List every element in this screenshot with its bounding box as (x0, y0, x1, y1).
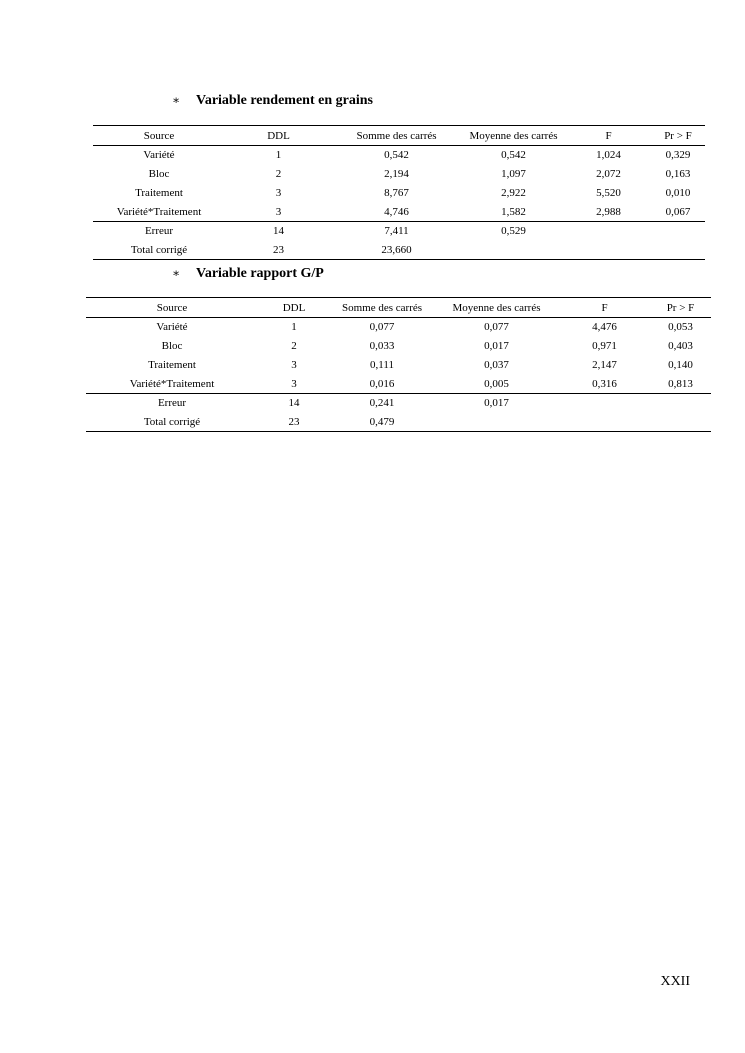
table-row (93, 222, 705, 241)
table-row (86, 394, 711, 413)
cell-somme: 2,194 (384, 168, 409, 180)
cell-moyenne: 0,017 (484, 340, 509, 352)
cell-pr: 0,813 (668, 377, 693, 390)
cell-source: Traitement (135, 187, 183, 199)
cell-pr: 0,163 (665, 168, 691, 180)
cell-ddl: 2 (275, 168, 282, 180)
cell-f: 0,316 (592, 377, 617, 390)
table-header-row (93, 126, 705, 146)
header-source: Source (86, 298, 258, 318)
cell-source: Bloc (161, 340, 183, 352)
cell-pr: 0,010 (665, 187, 691, 199)
cell-moyenne (461, 241, 566, 260)
cell-ddl: 14 (225, 222, 332, 241)
table-header-row (86, 298, 711, 318)
cell-f: 2,072 (596, 168, 621, 180)
cell-source: Erreur (86, 394, 258, 413)
cell-source: Traitement (148, 359, 196, 371)
cell-ddl: 3 (275, 187, 282, 199)
bullet-icon: ∗ (172, 266, 181, 280)
cell-ddl: 23 (258, 413, 330, 432)
cell-source: Erreur (93, 222, 225, 241)
cell-f (559, 394, 650, 413)
cell-somme: 0,542 (384, 149, 409, 162)
section-title-text: Variable rapport G/P (196, 266, 324, 281)
header-pr-f: Pr > F (650, 298, 711, 318)
anova-table-rendement (93, 125, 705, 260)
cell-moyenne (434, 413, 559, 432)
cell-pr: 0,067 (665, 205, 691, 218)
cell-f: 4,476 (592, 321, 617, 334)
cell-f: 0,971 (592, 340, 617, 352)
bullet-icon: ∗ (172, 93, 181, 107)
cell-f: 5,520 (596, 187, 621, 199)
cell-pr (650, 394, 711, 413)
cell-moyenne: 1,582 (501, 205, 526, 218)
table-row (93, 241, 705, 260)
section-title-text: Variable rendement en grains (196, 93, 373, 108)
cell-somme: 7,411 (332, 222, 461, 241)
anova-table-rapport (86, 297, 711, 432)
cell-f: 2,147 (592, 359, 617, 371)
cell-source: Variété*Traitement (116, 205, 202, 218)
cell-moyenne: 0,017 (434, 394, 559, 413)
cell-ddl: 3 (291, 359, 297, 371)
cell-ddl: 3 (275, 205, 282, 218)
cell-pr: 0,140 (668, 359, 693, 371)
cell-f: 2,988 (596, 205, 621, 218)
cell-somme: 23,660 (332, 241, 461, 260)
cell-ddl: 3 (291, 377, 297, 390)
section-title-rapport (172, 266, 324, 282)
cell-pr (651, 241, 705, 260)
header-pr-f: Pr > F (651, 126, 705, 146)
table-row (86, 375, 711, 394)
header-moyenne-carres: Moyenne des carrés (461, 126, 566, 146)
table-row (93, 184, 705, 203)
cell-somme: 0,016 (369, 377, 395, 390)
table-row (93, 203, 705, 222)
cell-somme: 0,241 (330, 394, 434, 413)
cell-source: Total corrigé (86, 413, 258, 432)
cell-pr: 0,329 (665, 149, 691, 162)
header-f: F (566, 126, 651, 146)
header-source: Source (93, 126, 225, 146)
cell-ddl: 1 (275, 149, 282, 162)
cell-ddl: 23 (225, 241, 332, 260)
table-row (86, 318, 711, 337)
table-row (86, 356, 711, 375)
cell-ddl: 1 (291, 321, 297, 334)
cell-moyenne: 0,077 (484, 321, 509, 334)
cell-ddl: 2 (291, 340, 297, 352)
cell-f (566, 222, 651, 241)
cell-somme: 0,077 (369, 321, 395, 334)
cell-somme: 4,746 (384, 205, 409, 218)
table-row (86, 413, 711, 432)
cell-somme: 8,767 (384, 187, 409, 199)
header-ddl: DDL (225, 126, 332, 146)
header-somme-carres: Somme des carrés (330, 298, 434, 318)
cell-ddl: 14 (258, 394, 330, 413)
cell-source: Variété*Traitement (129, 377, 215, 390)
cell-source: Total corrigé (93, 241, 225, 260)
section-title-rendement (172, 93, 373, 109)
cell-moyenne: 0,542 (501, 149, 526, 162)
header-f: F (559, 298, 650, 318)
cell-source: Bloc (148, 168, 170, 180)
table-row (93, 146, 705, 165)
table-row (93, 165, 705, 184)
cell-somme: 0,479 (330, 413, 434, 432)
cell-source: Variété (143, 149, 175, 162)
cell-pr (650, 413, 711, 432)
cell-f: 1,024 (596, 149, 621, 162)
cell-moyenne: 0,529 (461, 222, 566, 241)
cell-moyenne: 0,037 (484, 359, 509, 371)
cell-source: Variété (156, 321, 188, 334)
cell-pr (651, 222, 705, 241)
cell-f (559, 413, 650, 432)
table-row (86, 337, 711, 356)
cell-moyenne: 1,097 (501, 168, 526, 180)
cell-somme: 0,033 (369, 340, 395, 352)
page-number: XXII (660, 974, 690, 989)
header-somme-carres: Somme des carrés (332, 126, 461, 146)
cell-moyenne: 2,922 (501, 187, 526, 199)
cell-f (566, 241, 651, 260)
header-ddl: DDL (258, 298, 330, 318)
cell-pr: 0,403 (668, 340, 693, 352)
cell-moyenne: 0,005 (484, 377, 509, 390)
header-moyenne-carres: Moyenne des carrés (434, 298, 559, 318)
cell-somme: 0,111 (370, 359, 394, 371)
cell-pr: 0,053 (668, 321, 693, 334)
